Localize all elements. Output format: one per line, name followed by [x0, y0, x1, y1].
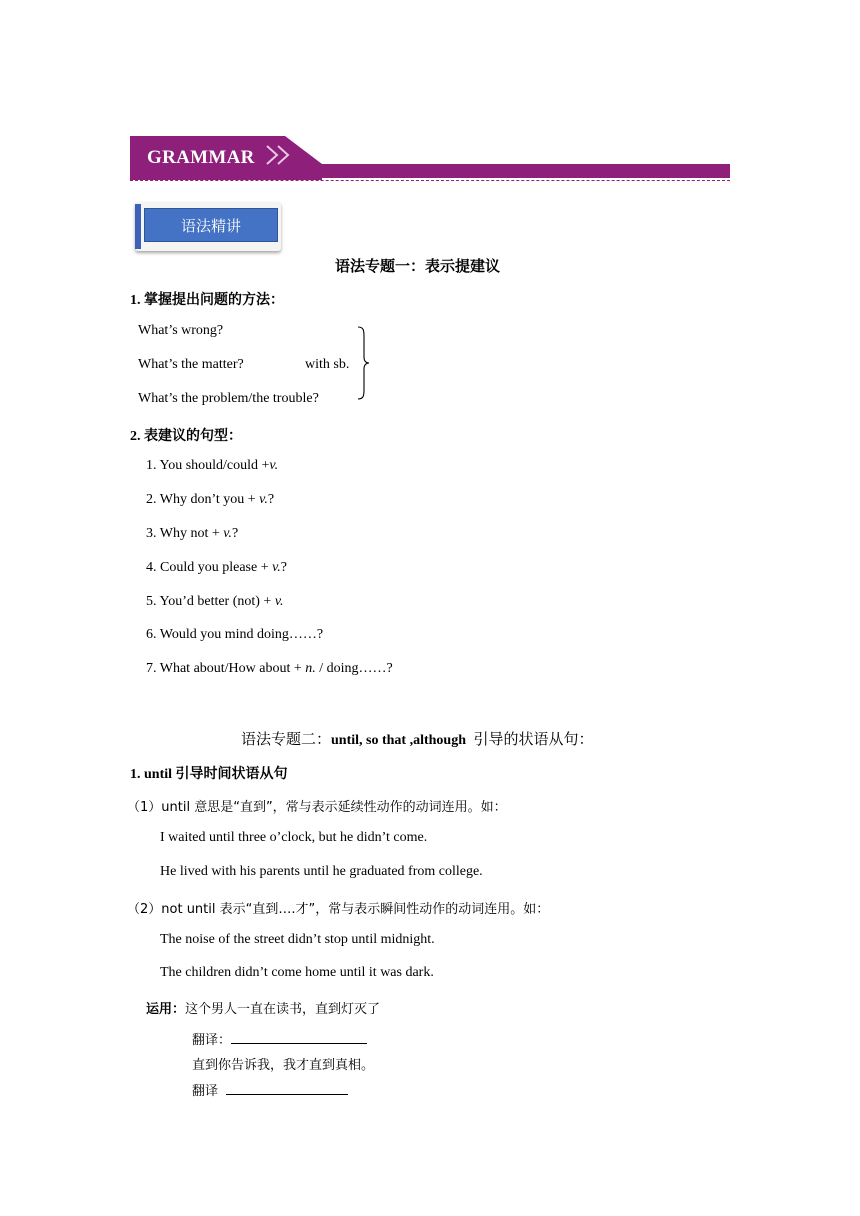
pattern-line: 6. Would you mind doing……? — [146, 627, 324, 642]
translate-line-1: 翻译： — [192, 1029, 367, 1048]
pattern-line: 7. What about/How about + n. / doing……? — [146, 661, 393, 676]
question-line: What’s wrong? — [138, 323, 224, 338]
practice-label: 运用： — [146, 1002, 186, 1017]
practice-line-2: 直到你告诉我，我才直到真相。 — [192, 1058, 375, 1073]
pattern-line: 4. Could you please + v.? — [146, 560, 288, 575]
pattern-line: 3. Why not + v.? — [146, 526, 239, 541]
explanation-1: （1）until 意思是“直到”，常与表示延续性动作的动词连用。如： — [127, 800, 507, 815]
example-sentence: The noise of the street didn’t stop until midnight. — [160, 932, 435, 947]
topic2-heading: 语法专题二：until, so that ,although 引导的状语从句： — [241, 730, 594, 748]
example-sentence: He lived with his parents until he graduated from college. — [160, 864, 483, 879]
translate-line-2: 翻译 — [192, 1080, 348, 1099]
topic2-subheading-1: 1. until 引导时间状语从句 — [130, 766, 288, 782]
example-sentence: I waited until three o’clock, but he didn’t come. — [160, 830, 428, 845]
right-brace-icon — [356, 325, 372, 401]
topic1-subheading-2 — [130, 425, 242, 445]
explanation-2: （2）not until 表示“直到….才”，常与表示瞬间性动作的动词连用。如： — [127, 902, 550, 917]
pattern-line: 1. You should/could +v. — [146, 458, 279, 473]
subheading-title: 表建议的句型： — [144, 428, 242, 444]
section-label-box — [135, 202, 281, 251]
double-chevron-icon — [261, 142, 297, 168]
pattern-line: 2. Why don’t you + v.? — [146, 492, 275, 507]
pattern-line: 5. You’d better (not) + v. — [146, 594, 284, 609]
subheading-title: 掌握提出问题的方法： — [144, 292, 284, 308]
practice-line-1: 运用：这个男人一直在读书，直到灯灭了 — [146, 1002, 381, 1017]
banner-title: GRAMMAR — [147, 147, 255, 168]
topic1-subheading-1 — [130, 289, 284, 309]
topic1-heading: 语法专题一：表示提建议 — [335, 257, 501, 275]
banner-divider — [130, 180, 730, 181]
answer-blank[interactable] — [226, 1081, 348, 1095]
section-label-text: 语法精讲 — [144, 208, 278, 242]
subheading-number: 2. — [130, 429, 141, 444]
answer-blank[interactable] — [231, 1030, 367, 1044]
question-line: What’s the matter? — [138, 357, 244, 372]
with-sb-text: with sb. — [305, 357, 350, 372]
example-sentence: The children didn’t come home until it was dark. — [160, 965, 434, 980]
section-label-accent — [135, 204, 141, 249]
subheading-number: 1. — [130, 293, 141, 308]
question-line: What’s the problem/the trouble? — [138, 391, 319, 406]
